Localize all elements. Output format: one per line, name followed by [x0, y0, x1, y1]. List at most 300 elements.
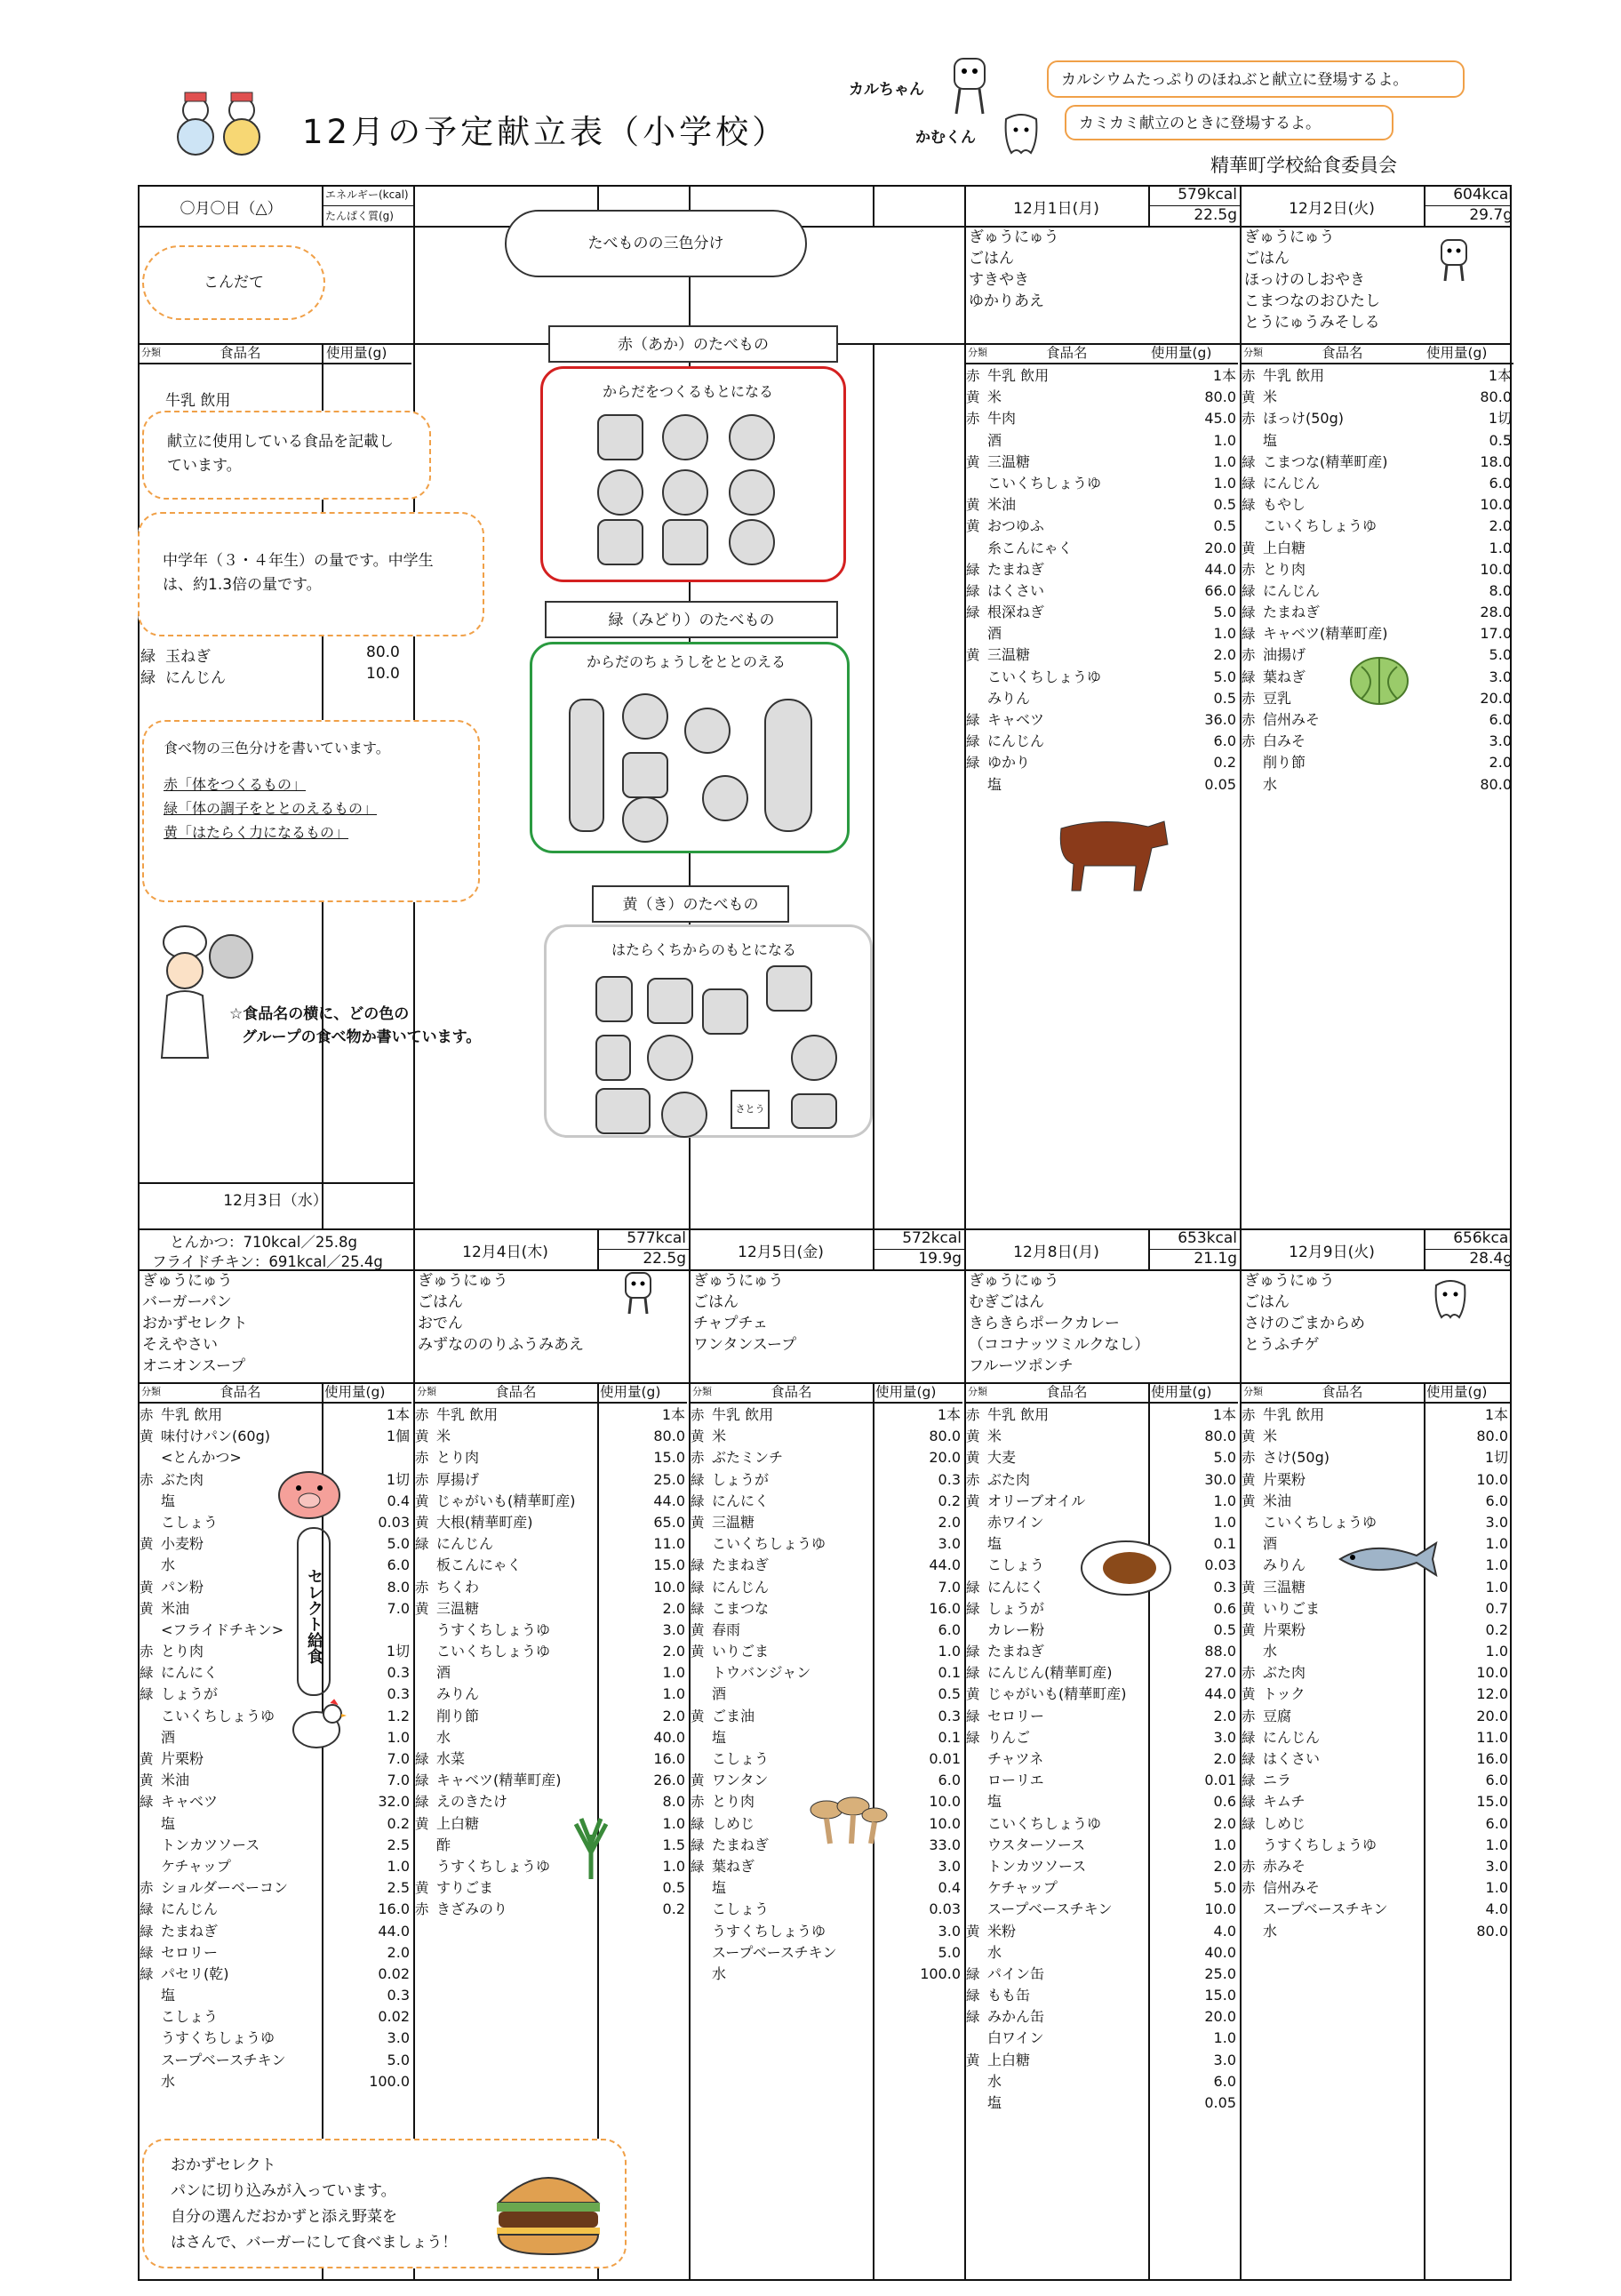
food-amount: 1個 [386, 1428, 410, 1445]
rice-bowl-icon [647, 1035, 693, 1081]
cow-illustration [1049, 809, 1173, 892]
mayonnaise-icon [766, 965, 812, 1012]
food-name: こいくちしょうゆ [161, 1707, 275, 1724]
food-amount: 44.0 [1204, 1685, 1236, 1703]
food-amount: 4.0 [1213, 1922, 1236, 1940]
food-group: 赤 [1242, 733, 1256, 750]
menu-dish: むぎごはん [969, 1293, 1044, 1311]
food-amount: 1.0 [1489, 539, 1512, 556]
food-name: 三温糖 [1263, 1578, 1306, 1596]
food-amount: 1.0 [1213, 474, 1236, 492]
food-amount: 80.0 [929, 1428, 961, 1445]
food-name: とり肉 [712, 1793, 755, 1811]
food-amount: 7.0 [387, 1772, 410, 1789]
food-group: 赤 [1242, 1708, 1256, 1724]
ingredient-row [138, 2006, 413, 2028]
food-group: 緑 [966, 2009, 980, 2026]
food-amount: 10.0 [1476, 1664, 1508, 1682]
food-name: 水 [1263, 775, 1278, 793]
ingredient-row [964, 559, 1240, 580]
select-note-box: おかずセレクト パンに切り込みが入っています。 自分の選んだおかずと添え野菜を はさんで、バーガーにして食べましょう！ [142, 2139, 627, 2268]
food-amount: 1.2 [387, 1707, 410, 1724]
three-colors-cloud: たべものの三色分け [505, 210, 807, 277]
ingredient-row [689, 1706, 964, 1727]
food-group: 緑 [966, 1708, 980, 1724]
food-group: 赤 [1242, 647, 1256, 664]
oil-bottle-icon [595, 976, 633, 1022]
food-name: 酒 [987, 625, 1002, 643]
protein-label: たんぱく質(g) [325, 210, 394, 222]
food-name: 水菜 [436, 1750, 466, 1767]
food-name: 水 [987, 2072, 1002, 2090]
food-amount: 10.0 [1480, 496, 1512, 514]
food-group: 黄 [966, 1923, 980, 1940]
food-amount: 6.0 [387, 1556, 410, 1574]
food-amount: 1.0 [1213, 625, 1236, 643]
food-name: にんじん(精華町産) [987, 1664, 1113, 1682]
ingredient-row [413, 1620, 689, 1641]
ingredient-row [689, 1921, 964, 1942]
ingredient-row [413, 1727, 689, 1748]
food-name: 葉ねぎ [712, 1857, 755, 1875]
food-amount: 100.0 [920, 1964, 961, 1982]
day-protein: 22.5g [643, 1250, 686, 1268]
food-group: 赤 [691, 1450, 705, 1467]
food-amount: 3.0 [1485, 1513, 1508, 1531]
ingredient-row [964, 1964, 1240, 1985]
ingredient-row [689, 1533, 964, 1555]
chicken-illustration [286, 1698, 348, 1755]
food-name: 信州みそ [1263, 1879, 1321, 1897]
ingredient-row [1240, 623, 1515, 644]
food-name: いりごま [1263, 1599, 1321, 1617]
food-amount: 0.3 [387, 1987, 410, 2004]
food-amount: 2.0 [387, 1943, 410, 1961]
food-name: 米油 [161, 1599, 190, 1617]
food-amount: 5.0 [387, 1535, 410, 1553]
food-name: しめじ [1263, 1814, 1306, 1832]
food-name: うすくちしょうゆ [161, 2029, 275, 2047]
food-group: 赤 [415, 1471, 429, 1488]
day-menu [693, 1270, 962, 1356]
kal-mascot-small-icon-2 [622, 1271, 654, 1316]
food-group: 黄 [691, 1708, 705, 1724]
ingredient-row [964, 1921, 1240, 1942]
ingredient-row [689, 1426, 964, 1447]
food-group: 緑 [1242, 626, 1256, 643]
ingredient-row [964, 494, 1240, 516]
ingredient-row [138, 1577, 413, 1598]
menu-dish: ごはん [969, 250, 1014, 268]
food-name: 塩 [987, 2094, 1002, 2111]
food-group: 緑 [140, 1794, 154, 1811]
food-amount: 6.0 [1485, 1492, 1508, 1509]
food-group: 緑 [966, 733, 980, 750]
ingredient-row [413, 1706, 689, 1727]
ingredient-row [1240, 1706, 1512, 1727]
food-group: 赤 [966, 411, 980, 428]
ingredient-row [689, 1770, 964, 1791]
food-amount: 1.0 [1213, 1492, 1236, 1509]
ingredient-row [138, 1641, 413, 1662]
food-amount: 1切 [1488, 410, 1512, 428]
food-amount: 44.0 [378, 1922, 410, 1940]
food-name: うすくちしょうゆ [1263, 1836, 1377, 1853]
food-group: 緑 [415, 1751, 429, 1767]
food-group: 緑 [691, 1579, 705, 1596]
food-amount: 44.0 [653, 1492, 685, 1509]
food-amount: 0.03 [1204, 1556, 1236, 1574]
ingredient-row [964, 731, 1240, 752]
legend-table-header: 分類 食品名 使用量(g) [140, 343, 411, 364]
food-group: 黄 [691, 1772, 705, 1789]
food-name: にんじん [161, 1900, 219, 1918]
ingredient-list [413, 1404, 689, 1921]
food-amount: 1本 [386, 1406, 410, 1423]
ingredient-row [138, 1555, 413, 1576]
food-amount: 32.0 [378, 1793, 410, 1811]
food-name: トンカツソース [987, 1857, 1087, 1875]
curry-illustration [1080, 1538, 1172, 1596]
ingredient-row [1240, 516, 1515, 537]
food-amount: 1.0 [1213, 431, 1236, 449]
ingredient-row [138, 1620, 413, 1641]
ingredient-row [1240, 1512, 1512, 1533]
food-group: 緑 [415, 1536, 429, 1553]
day-table-header: 分類 食品名 使用量(g) [140, 1382, 411, 1404]
food-group: 黄 [140, 1772, 154, 1789]
food-amount: 0.2 [938, 1492, 961, 1509]
food-group: 黄 [691, 1621, 705, 1638]
food-name: もやし [1263, 496, 1306, 514]
food-name: 米 [712, 1428, 727, 1445]
food-group: 緑 [966, 1965, 980, 1982]
food-amount: 27.0 [1204, 1664, 1236, 1682]
food-amount: 8.0 [1489, 581, 1512, 599]
food-amount: 6.0 [938, 1620, 961, 1638]
food-amount: 16.0 [378, 1900, 410, 1918]
menu-dish: ぎゅうにゅう [142, 1272, 233, 1290]
food-group: 緑 [966, 561, 980, 578]
food-name: キムチ [1263, 1793, 1306, 1811]
food-amount: 25.0 [1204, 1964, 1236, 1982]
ingredient-row [964, 1813, 1240, 1835]
food-group: 黄 [140, 1536, 154, 1553]
food-amount: 3.0 [387, 2029, 410, 2047]
ingredient-row [413, 1877, 689, 1899]
food-name: しめじ [712, 1814, 755, 1832]
food-group: 黄 [1242, 1686, 1256, 1703]
food-name: キャベツ [987, 711, 1045, 728]
food-amount: 3.0 [938, 1922, 961, 1940]
food-name: 米油 [161, 1772, 190, 1789]
day-menu [1244, 1270, 1509, 1356]
food-name: こしょう [987, 1556, 1045, 1574]
carrot-icon [622, 752, 668, 798]
ingredient-row [1240, 473, 1515, 494]
food-amount: 15.0 [1204, 1987, 1236, 2004]
food-group: 黄 [1242, 389, 1256, 406]
day-menu [969, 1270, 1237, 1377]
food-name: 白みそ [1263, 732, 1306, 750]
menu-dish: ゆかりあえ [969, 292, 1044, 310]
food-name: 水 [161, 1556, 176, 1574]
food-name: こいくちしょうゆ [987, 474, 1102, 492]
day-kcal: 653kcal [1178, 1229, 1237, 1247]
food-name: 塩 [161, 1987, 176, 2004]
day-date: 12月8日(月) [1013, 1244, 1099, 1261]
ingredient-row [413, 1533, 689, 1555]
food-name: ほっけ(50g) [1263, 410, 1345, 428]
food-name: 根深ねぎ [987, 604, 1045, 621]
food-amount: 1.0 [1485, 1578, 1508, 1596]
food-amount: 0.3 [1213, 1578, 1236, 1596]
cal-line-chicken: フライドチキン：691kcal／25.4g [152, 1253, 383, 1270]
food-name: 水 [712, 1964, 727, 1982]
ingredient-row [1240, 365, 1515, 387]
food-name: すりごま [436, 1879, 494, 1897]
ingredient-row [413, 1662, 689, 1684]
ingredient-row [1240, 387, 1515, 408]
food-amount: 0.01 [1204, 1772, 1236, 1789]
ingredient-row [1240, 1620, 1512, 1641]
food-group: 黄 [966, 497, 980, 514]
food-group: 黄 [966, 647, 980, 664]
red-group-title: 赤（あか）のたべもの [548, 325, 838, 363]
food-name: うすくちしょうゆ [436, 1620, 551, 1638]
food-group: 緑 [1242, 1815, 1256, 1832]
ingredient-row [138, 1985, 413, 2006]
kondate-cloud [142, 245, 325, 320]
food-name: はくさい [1263, 1750, 1321, 1767]
ingredient-row [1240, 709, 1515, 731]
food-amount: 15.0 [1476, 1793, 1508, 1811]
food-name: こいくちしょうゆ [1263, 517, 1377, 535]
ingredient-row [1240, 1748, 1512, 1770]
food-amount: 0.03 [929, 1900, 961, 1918]
ingredient-row [964, 365, 1240, 387]
ingredient-row [964, 709, 1240, 731]
food-group: 赤 [1242, 1880, 1256, 1897]
food-amount: 2.0 [662, 1599, 685, 1617]
ingredient-row [1240, 1447, 1512, 1468]
ingredient-row [964, 1426, 1240, 1447]
day-protein: 29.7g [1469, 206, 1513, 224]
kal-mascot-icon [949, 55, 990, 117]
day-date: 12月1日(月) [1013, 200, 1099, 218]
ingredient-row [689, 1856, 964, 1877]
food-name: みかん缶 [987, 2008, 1045, 2026]
food-amount: 0.01 [929, 1750, 961, 1767]
food-name: 牛乳 飲用 [161, 1406, 223, 1423]
ingredient-row [964, 1706, 1240, 1727]
food-amount: 1.0 [1213, 452, 1236, 470]
food-name: にんにく [712, 1492, 770, 1509]
ingredient-row [1240, 1491, 1512, 1512]
food-amount: 1本 [1212, 1406, 1236, 1423]
ingredient-row [413, 1447, 689, 1468]
ingredient-row [964, 473, 1240, 494]
food-name: 赤ワイン [987, 1513, 1044, 1531]
cabbage-illustration [1349, 654, 1409, 706]
food-amount: 0.5 [1213, 517, 1236, 535]
food-amount: 0.3 [387, 1685, 410, 1703]
food-name: たまねぎ [712, 1556, 770, 1574]
food-name: みりん [1263, 1556, 1306, 1574]
food-amount: 0.05 [1204, 775, 1236, 793]
food-name: にんにく [161, 1664, 219, 1682]
food-name: オリーブオイル [987, 1492, 1086, 1509]
food-amount: 3.0 [1213, 1728, 1236, 1746]
food-name: 大麦 [987, 1449, 1017, 1467]
tomato-icon [622, 693, 668, 740]
food-name: たまねぎ [987, 560, 1045, 578]
food-name: セロリー [987, 1707, 1045, 1724]
day-kcal: 656kcal [1453, 1229, 1513, 1247]
food-name: にんじん [1263, 1728, 1321, 1746]
ingredient-row [964, 1404, 1240, 1426]
ingredient-row [1240, 1404, 1512, 1426]
food-group: 赤 [1242, 1407, 1256, 1423]
ingredient-row [964, 2006, 1240, 2028]
menu-dish: ぎゅうにゅう [1244, 1272, 1335, 1290]
ingredient-row [138, 1404, 413, 1426]
food-group: 緑 [691, 1858, 705, 1875]
ingredient-row [689, 1555, 964, 1576]
food-name: <フライドチキン> [161, 1620, 284, 1638]
food-amount: 6.0 [1213, 732, 1236, 750]
food-amount: 11.0 [653, 1535, 685, 1553]
food-name: キャベツ [161, 1793, 219, 1811]
food-group: 黄 [1242, 1428, 1256, 1445]
food-name: 白ワイン [987, 2029, 1044, 2047]
food-amount: 80.0 [653, 1428, 685, 1445]
ingredient-row [413, 1856, 689, 1877]
food-group: 黄 [415, 1492, 429, 1509]
food-name: 片栗粉 [161, 1750, 204, 1767]
ingredient-row [1240, 731, 1515, 752]
food-amount: 7.0 [387, 1599, 410, 1617]
food-group: 黄 [1242, 1579, 1256, 1596]
food-amount: 0.2 [387, 1814, 410, 1832]
food-group: 緑 [691, 1492, 705, 1509]
ingredient-row [964, 602, 1240, 623]
kamu-name: かむくん [915, 129, 976, 147]
food-amount: 11.0 [1476, 1728, 1508, 1746]
ingredient-row [689, 1491, 964, 1512]
food-amount: 80.0 [1204, 388, 1236, 406]
red-group-sub: からだをつくるもとになる [603, 383, 774, 400]
food-name: ケチャップ [987, 1879, 1058, 1897]
mizuna-illustration [569, 1817, 613, 1881]
food-amount: 65.0 [653, 1513, 685, 1531]
cabbage-icon [684, 708, 731, 754]
food-amount: 1切 [386, 1470, 410, 1488]
food-group: 赤 [1242, 368, 1256, 384]
food-group: 緑 [415, 1772, 429, 1789]
food-amount: 1本 [1212, 367, 1236, 384]
day-kcal: 604kcal [1453, 186, 1513, 204]
food-amount: 44.0 [929, 1556, 961, 1574]
menu-dish: ほっけのしおやき [1244, 271, 1365, 289]
food-name: 塩 [161, 1492, 176, 1509]
food-group: 赤 [415, 1450, 429, 1467]
menu-dish: きらきらポークカレー [969, 1315, 1120, 1332]
food-amount: 1.5 [662, 1836, 685, 1853]
ingredient-row [138, 1598, 413, 1620]
ingredient-row [1240, 1662, 1512, 1684]
food-amount: 0.2 [1213, 754, 1236, 772]
food-name: キャベツ(精華町産) [436, 1772, 562, 1789]
ingredient-row [138, 1770, 413, 1791]
food-amount: 2.0 [1213, 1814, 1236, 1832]
menu-dish: ぎゅうにゅう [418, 1272, 508, 1290]
menu-dish: ごはん [1244, 250, 1290, 268]
day-table-header: 分類 食品名 使用量(g) [1242, 1382, 1510, 1404]
day-protein: 21.1g [1194, 1250, 1237, 1268]
food-group: 黄 [966, 518, 980, 535]
ingredient-row [1240, 408, 1515, 429]
food-name: はくさい [987, 581, 1045, 599]
food-name: 水 [161, 2072, 176, 2090]
food-name: りんご [987, 1728, 1031, 1746]
green-group-title: 緑（みどり）のたべもの [545, 601, 838, 638]
food-amount: 0.6 [1213, 1599, 1236, 1617]
food-group: 黄 [966, 2052, 980, 2068]
food-name: こしょう [712, 1750, 770, 1767]
food-amount: 5.0 [1213, 1449, 1236, 1467]
food-name: 牛乳 飲用 [1263, 1406, 1325, 1423]
ingredient-row [964, 387, 1240, 408]
food-group: 緑 [691, 1600, 705, 1617]
ingredient-row [964, 2071, 1240, 2092]
food-name: 米 [436, 1428, 451, 1445]
food-amount: 3.0 [1489, 732, 1512, 750]
food-name: <とんかつ> [161, 1449, 242, 1467]
food-amount: 1本 [1484, 1406, 1508, 1423]
ingredient-row [138, 1942, 413, 1964]
food-amount: 80.0 [1480, 388, 1512, 406]
food-amount: 88.0 [1204, 1643, 1236, 1660]
ingredient-row [1240, 774, 1515, 796]
food-group: 赤 [691, 1794, 705, 1811]
ingredient-row [689, 1598, 964, 1620]
food-name: 三温糖 [712, 1513, 755, 1531]
ingredient-row [964, 623, 1240, 644]
ingredient-row [689, 1641, 964, 1662]
ingredient-row [1240, 1727, 1512, 1748]
ingredient-row [413, 1404, 689, 1426]
ingredient-row [964, 1620, 1240, 1641]
food-amount: 1本 [1488, 367, 1512, 384]
food-name: さけ(50g) [1263, 1449, 1330, 1467]
noodles-icon [791, 1035, 837, 1081]
food-amount: 6.0 [1489, 711, 1512, 728]
food-group: 緑 [1242, 475, 1256, 492]
food-name: スープベースチキン [987, 1900, 1113, 1918]
food-name: 三温糖 [436, 1599, 480, 1617]
food-name: 酒 [1263, 1535, 1278, 1553]
food-amount: 5.0 [387, 2051, 410, 2068]
food-group: 赤 [691, 1407, 705, 1423]
food-amount: 2.5 [387, 1879, 410, 1897]
food-amount: 1切 [386, 1643, 410, 1660]
food-name: スープベースチキン [712, 1943, 837, 1961]
food-name: 牛乳 飲用 [1263, 367, 1325, 384]
food-amount: 10.0 [1480, 560, 1512, 578]
food-name: 豆乳 [1263, 689, 1292, 707]
food-name: しょうが [987, 1599, 1045, 1617]
